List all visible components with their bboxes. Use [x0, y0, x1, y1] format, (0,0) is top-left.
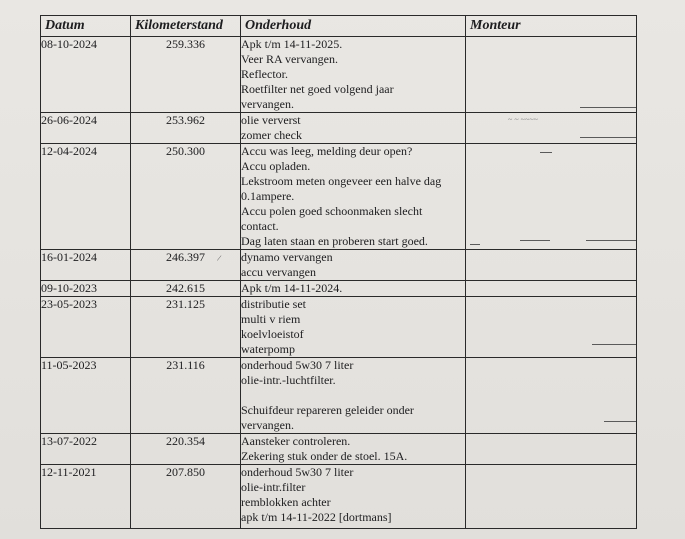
cut-off-heading	[0, 0, 685, 12]
row-technician	[466, 358, 637, 434]
maintenance-log-table	[40, 15, 637, 529]
maintenance-line: Aansteker controleren.	[241, 434, 351, 448]
table-row	[41, 434, 637, 465]
maintenance-line: 0.1ampere.	[241, 189, 295, 203]
row-technician	[466, 297, 637, 358]
row-date: 11-05-2023	[41, 358, 131, 434]
maintenance-line: zomer check	[241, 128, 302, 142]
faint-signature: ~ ~ ~~~~	[508, 115, 538, 124]
pencil-mark	[580, 107, 636, 108]
row-maintenance	[241, 113, 466, 144]
row-maintenance	[241, 434, 466, 465]
row-technician	[466, 465, 637, 529]
maintenance-line: olie-intr.-luchtfilter.	[241, 373, 336, 387]
row-mileage: 207.850	[131, 465, 241, 529]
maintenance-line: Schuifdeur repareren geleider onder	[241, 403, 414, 417]
row-date: 08-10-2024	[41, 37, 131, 113]
row-technician	[466, 281, 637, 297]
maintenance-line: dynamo vervangen	[241, 250, 333, 264]
row-mileage: 220.354	[131, 434, 241, 465]
maintenance-line: remblokken achter	[241, 495, 331, 509]
row-maintenance	[241, 37, 466, 113]
row-mileage: 231.116	[131, 358, 241, 434]
maintenance-line: vervangen.	[241, 97, 294, 111]
row-technician	[466, 37, 637, 113]
pencil-mark	[520, 240, 550, 241]
maintenance-line: Zekering stuk onder de stoel. 15A.	[241, 449, 408, 463]
row-maintenance	[241, 144, 466, 250]
table-row	[41, 37, 637, 113]
maintenance-line: Lekstroom meten ongeveer een halve dag	[241, 174, 442, 188]
maintenance-line: multi v riem	[241, 312, 301, 326]
maintenance-line: Accu was leeg, melding deur open?	[241, 144, 413, 158]
table-row	[41, 465, 637, 529]
row-technician	[466, 113, 637, 144]
row-maintenance	[241, 358, 466, 434]
table-row	[41, 250, 637, 281]
row-date: 13-07-2022	[41, 434, 131, 465]
row-mileage: 246.397	[131, 250, 241, 281]
header-tech: Monteur	[466, 16, 637, 37]
row-mileage: 250.300	[131, 144, 241, 250]
maintenance-line: Apk t/m 14-11-2024.	[241, 281, 343, 295]
row-date: 12-04-2024	[41, 144, 131, 250]
row-date: 09-10-2023	[41, 281, 131, 297]
maintenance-line: contact.	[241, 219, 279, 233]
row-mileage: 259.336	[131, 37, 241, 113]
maintenance-line: olie ververst	[241, 113, 301, 127]
row-maintenance	[241, 281, 466, 297]
maintenance-line: waterpomp	[241, 342, 295, 356]
table-row	[41, 297, 637, 358]
row-maintenance	[241, 297, 466, 358]
row-date: 26-06-2024	[41, 113, 131, 144]
maintenance-line: Veer RA vervangen.	[241, 52, 338, 66]
maintenance-line: Reflector.	[241, 67, 288, 81]
maintenance-line: distributie set	[241, 297, 306, 311]
pencil-mark	[580, 137, 636, 138]
maintenance-line: accu vervangen	[241, 265, 316, 279]
maintenance-line: onderhoud 5w30 7 liter	[241, 358, 354, 372]
pencil-mark	[470, 244, 480, 245]
maintenance-line: Accu polen goed schoonmaken slecht	[241, 204, 423, 218]
maintenance-line: onderhoud 5w30 7 liter	[241, 465, 354, 479]
log-body	[41, 37, 637, 529]
row-date: 12-11-2021	[41, 465, 131, 529]
maintenance-line: Dag laten staan en proberen start goed.	[241, 234, 428, 248]
row-date: 16-01-2024	[41, 250, 131, 281]
pencil-mark	[604, 421, 636, 422]
maintenance-line: koelvloeistof	[241, 327, 304, 341]
pencil-mark	[592, 344, 636, 345]
maintenance-line: Roetfilter net goed volgend jaar	[241, 82, 394, 96]
table-row	[41, 144, 637, 250]
row-technician	[466, 250, 637, 281]
row-technician	[466, 434, 637, 465]
pencil-tick: /	[216, 252, 223, 264]
row-maintenance	[241, 465, 466, 529]
pencil-mark	[540, 152, 552, 153]
header-work: Onderhoud	[241, 16, 466, 37]
maintenance-line: olie-intr.filter	[241, 480, 306, 494]
maintenance-line: Accu opladen.	[241, 159, 311, 173]
maintenance-line: Apk t/m 14-11-2025.	[241, 37, 343, 51]
row-technician	[466, 144, 637, 250]
row-mileage: 253.962	[131, 113, 241, 144]
table-row	[41, 281, 637, 297]
header-row	[41, 16, 637, 37]
row-mileage: 231.125	[131, 297, 241, 358]
header-date: Datum	[41, 16, 131, 37]
pencil-mark	[586, 240, 636, 241]
table-row	[41, 113, 637, 144]
row-date: 23-05-2023	[41, 297, 131, 358]
header-km: Kilometerstand	[131, 16, 241, 37]
maintenance-line: apk t/m 14-11-2022 [dortmans]	[241, 510, 392, 524]
row-maintenance	[241, 250, 466, 281]
maintenance-line	[241, 388, 465, 403]
maintenance-line: vervangen.	[241, 418, 294, 432]
row-mileage: 242.615	[131, 281, 241, 297]
table-row	[41, 358, 637, 434]
